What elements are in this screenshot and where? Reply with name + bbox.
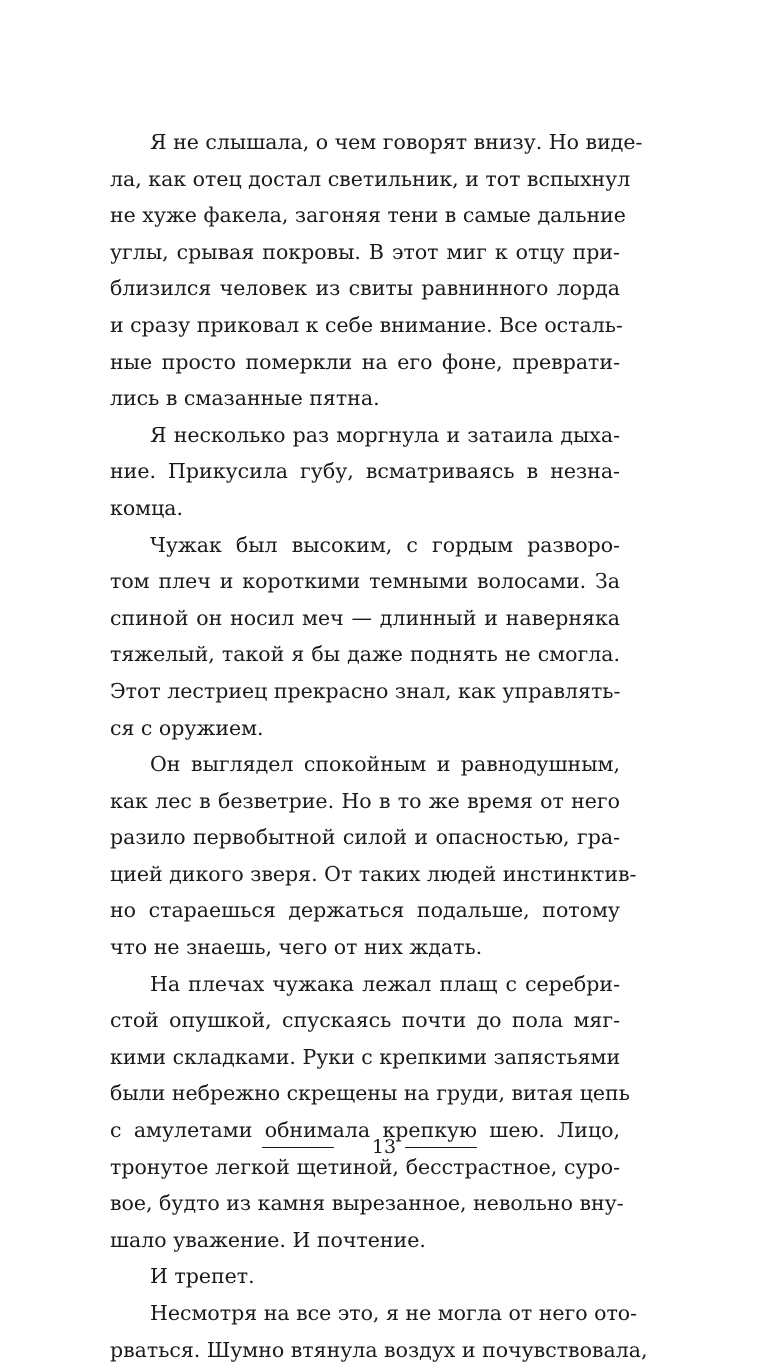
text-line: не хуже факела, загоняя тени в самые дальние <box>110 203 626 228</box>
paragraph <box>110 746 637 966</box>
footer-rule-right <box>405 1147 477 1148</box>
text-line: с амулетами обнимала крепкую шею. Лицо, <box>110 1118 620 1143</box>
text-line: На плечах чужака лежал плащ с серебри- <box>150 971 620 996</box>
text-line: кими складками. Руки с крепкими запястьями <box>110 1044 621 1069</box>
text-line: близился человек из свиты равнинного лорда <box>110 276 620 301</box>
text-line: были небрежно скрещены на груди, витая цепь <box>110 1081 630 1106</box>
text-line: И трепет. <box>150 1264 255 1289</box>
paragraph <box>110 527 620 747</box>
text-line: Я не слышала, о чем говорят внизу. Но виде- <box>150 130 643 154</box>
page-body <box>110 124 648 1368</box>
text-line: ние. Прикусила губу, всматриваясь в незна- <box>110 459 620 484</box>
text-line: вое, будто из камня вырезанное, невольно вну- <box>110 1191 624 1216</box>
text-line: и сразу приковал к себе внимание. Все осталь- <box>110 312 623 337</box>
text-line: стой опушкой, спускаясь почти до пола мяг- <box>110 1008 620 1033</box>
text-line: Этот лестриец прекрасно знал, как управлять- <box>110 678 621 703</box>
text-line: углы, срывая покровы. В этот миг к отцу при- <box>110 239 620 264</box>
text-line: том плеч и короткими темными волосами. За <box>110 569 620 594</box>
text-line: Он выглядел спокойным и равнодушным, <box>150 752 620 777</box>
paragraph <box>110 1258 620 1295</box>
page-footer <box>0 1134 768 1160</box>
text-line: как лес в безветрие. Но в то же время от него <box>110 788 620 813</box>
text-line: ные просто померкли на его фоне, преврати- <box>110 349 620 374</box>
text-line: тронутое легкой щетиной, бесстрастное, суро- <box>110 1154 620 1179</box>
paragraph <box>110 124 643 417</box>
text-line: лись в смазанные пятна. <box>110 386 380 411</box>
paragraph <box>110 1295 648 1368</box>
text-line: Я несколько раз моргнула и затаила дыха- <box>150 422 620 447</box>
text-line: Чужак был высоким, с гордым разворо- <box>150 532 620 557</box>
text-line: рваться. Шумно втянула воздух и почувствовала, <box>110 1337 648 1362</box>
text-line: что не знаешь, чего от них ждать. <box>110 935 483 960</box>
text-line: ся с оружием. <box>110 715 264 740</box>
paragraph <box>110 966 630 1259</box>
text-line: Несмотря на все это, я не могла от него ото- <box>150 1301 638 1325</box>
text-line: спиной он носил меч — длинный и наверняка <box>110 605 620 630</box>
text-line: ла, как отец достал светильник, и тот вспыхнул <box>110 166 631 191</box>
page-number: 13 <box>371 1136 397 1158</box>
paragraph <box>110 417 620 527</box>
text-line: разило первобытной силой и опасностью, гра- <box>110 825 620 850</box>
text-line: но стараешься держаться подальше, потому <box>110 898 620 923</box>
text-line: шало уважение. И почтение. <box>110 1227 426 1252</box>
text-line: тяжелый, такой я бы даже поднять не смогла. <box>110 642 620 667</box>
text-line: цией дикого зверя. От таких людей инстинктив- <box>110 861 637 886</box>
text-line: комца. <box>110 495 184 520</box>
